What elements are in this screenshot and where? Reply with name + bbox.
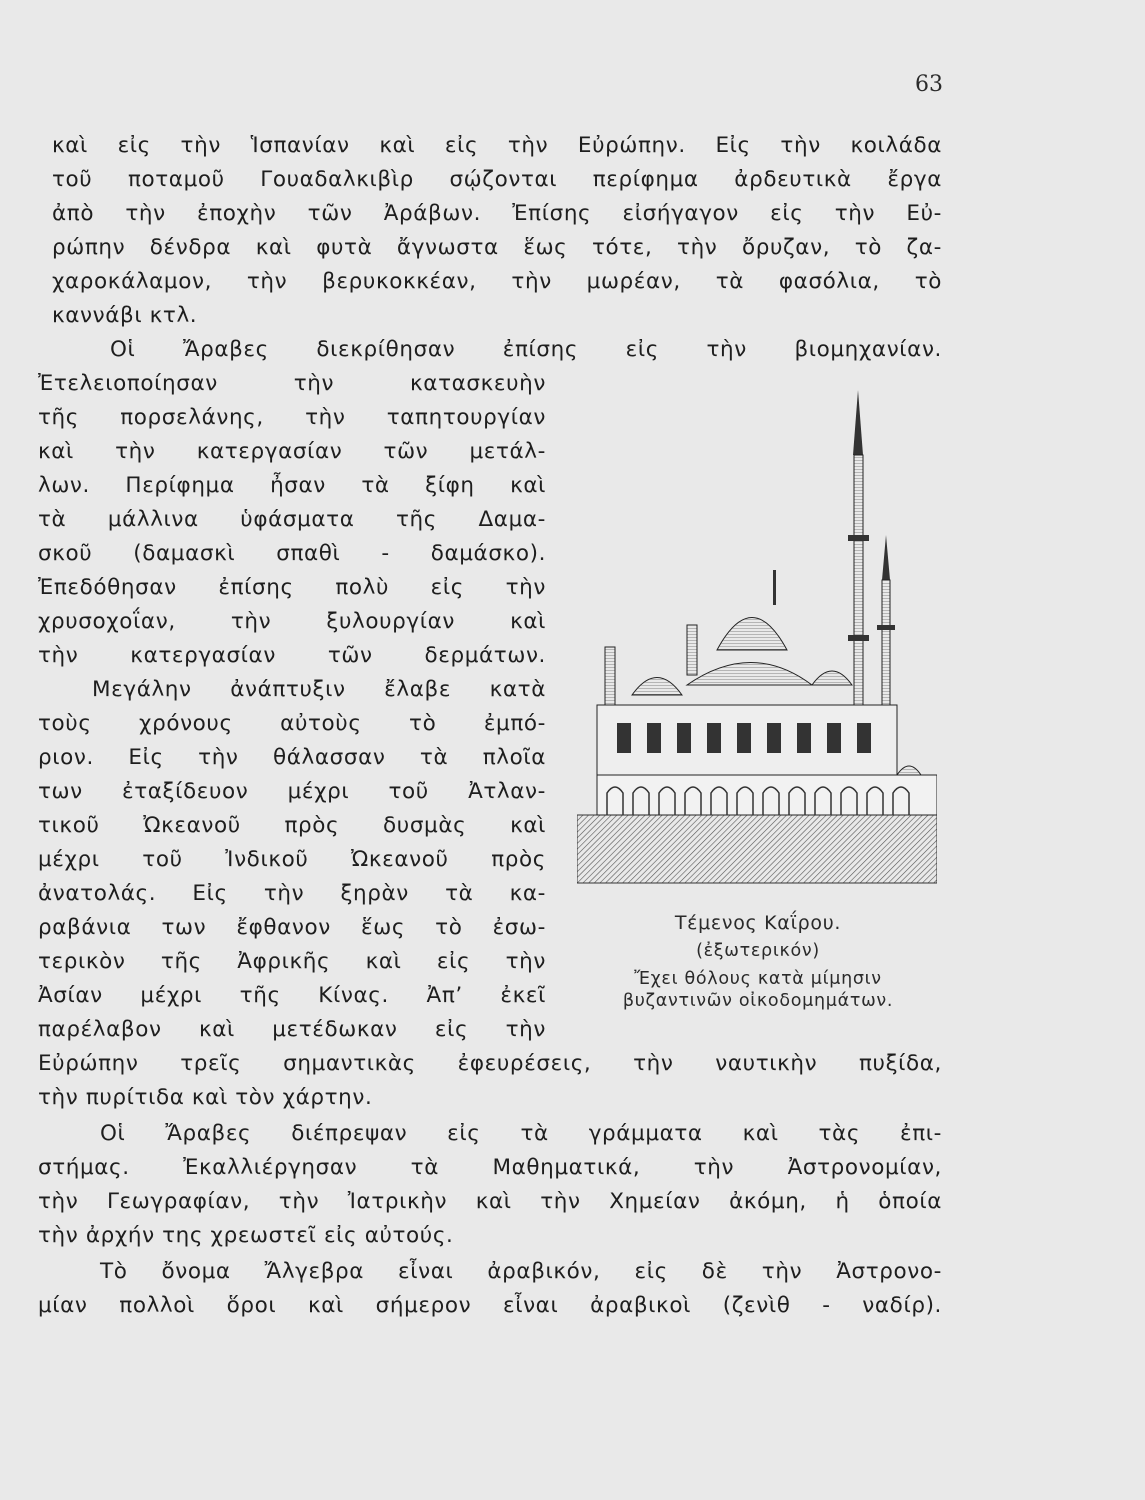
text-line: στήμας. Ἐκαλλιέργησαν τὰ Μαθηματικά, τὴν Ἀστρονομίαν, bbox=[38, 1155, 942, 1180]
text-line: Τὸ ὄνομα Ἄλγεβρα εἶναι ἀραβικόν, εἰς δὲ τὴν Ἀστρονο- bbox=[100, 1259, 942, 1284]
text-line: ριον. Εἰς τὴν θάλασσαν τὰ πλοῖα bbox=[38, 745, 546, 770]
text-line: Ἐτελειοποίησαν τὴν κατασκευὴν bbox=[38, 371, 546, 396]
text-line: χαροκάλαμον, τὴν βερυκοκκέαν, τὴν μωρέαν, τὰ φασόλια, τὸ bbox=[52, 269, 942, 294]
text-line: ρώπην δένδρα καὶ φυτὰ ἄγνωστα ἕως τότε, τὴν ὄρυζαν, τὸ ζα- bbox=[52, 235, 942, 260]
text-line: Ἐπεδόθησαν ἐπίσης πολὺ εἰς τὴν bbox=[38, 575, 546, 600]
figure-caption-note: βυζαντινῶν οἰκοδομημάτων. bbox=[622, 991, 894, 1011]
text-line: σκοῦ (δαμασκὶ σπαθὶ - δαμάσκο). bbox=[38, 541, 546, 566]
text-line: χρυσοχοΐαν, τὴν ξυλουργίαν καὶ bbox=[38, 609, 546, 634]
text-line: καὶ εἰς τὴν Ἱσπανίαν καὶ εἰς τὴν Εὐρώπην. Εἰς τὴν κοιλάδα bbox=[52, 133, 942, 158]
figure-caption-sub: (ἐξωτερικόν) bbox=[696, 941, 820, 961]
text-line: μέχρι τοῦ Ἰνδικοῦ Ὠκεανοῦ πρὸς bbox=[38, 847, 546, 872]
figure-caption-title: Τέμενος Καΐρου. bbox=[674, 912, 842, 934]
text-line: Μεγάλην ἀνάπτυξιν ἔλαβε κατὰ bbox=[92, 677, 546, 702]
text-line: καννάβι κτλ. bbox=[52, 303, 198, 328]
text-line: Εὐρώπην τρεῖς σημαντικὰς ἐφευρέσεις, τὴν ναυτικὴν πυξίδα, bbox=[38, 1051, 942, 1076]
text-line: τὴν πυρίτιδα καὶ τὸν χάρτην. bbox=[38, 1085, 373, 1110]
text-line: ραβάνια των ἔφθανον ἕως τὸ ἐσω- bbox=[38, 915, 546, 940]
text-line: ἀπὸ τὴν ἐποχὴν τῶν Ἀράβων. Ἐπίσης εἰσήγαγον εἰς τὴν Εὐ- bbox=[52, 201, 942, 226]
figure-caption-note: Ἔχει θόλους κατὰ μίμησιν bbox=[634, 969, 882, 989]
text-line: Οἱ Ἄραβες διεκρίθησαν ἐπίσης εἰς τὴν βιομηχανίαν. bbox=[110, 337, 942, 362]
text-line: παρέλαβον καὶ μετέδωκαν εἰς τὴν bbox=[38, 1017, 546, 1042]
page-number: 63 bbox=[915, 72, 943, 97]
text-line: τὰ μάλλινα ὑφάσματα τῆς Δαμα- bbox=[38, 507, 546, 532]
text-line: μίαν πολλοὶ ὅροι καὶ σήμερον εἶναι ἀραβικοὶ (ζενὶθ - ναδίρ). bbox=[38, 1293, 942, 1318]
text-line: λων. Περίφημα ἦσαν τὰ ξίφη καὶ bbox=[38, 473, 546, 498]
text-line: καὶ τὴν κατεργασίαν τῶν μετάλ- bbox=[38, 439, 546, 464]
text-line: τὴν κατεργασίαν τῶν δερμάτων. bbox=[38, 643, 546, 668]
text-line: τοὺς χρόνους αὐτοὺς τὸ ἐμπό- bbox=[38, 711, 546, 736]
text-line: των ἐταξίδευον μέχρι τοῦ Ἀτλαν- bbox=[38, 779, 546, 804]
text-line: Οἱ Ἄραβες διέπρεψαν εἰς τὰ γράμματα καὶ τὰς ἐπι- bbox=[100, 1121, 942, 1146]
text-line: τικοῦ Ὠκεανοῦ πρὸς δυσμὰς καὶ bbox=[38, 813, 546, 838]
mosque-illustration bbox=[577, 385, 937, 895]
text-line: τὴν ἀρχήν της χρεωστεῖ εἰς αὐτούς. bbox=[38, 1223, 454, 1248]
text-line: ἀνατολάς. Εἰς τὴν ξηρὰν τὰ κα- bbox=[38, 881, 546, 906]
text-line: τὴν Γεωγραφίαν, τὴν Ἰατρικὴν καὶ τὴν Χημείαν ἀκόμη, ἡ ὁποία bbox=[38, 1189, 942, 1214]
text-line: τοῦ ποταμοῦ Γουαδαλκιβὶρ σῴζονται περίφημα ἀρδευτικὰ ἔργα bbox=[52, 167, 942, 192]
text-line: τερικὸν τῆς Ἀφρικῆς καὶ εἰς τὴν bbox=[38, 949, 546, 974]
text-line: τῆς πορσελάνης, τὴν ταπητουργίαν bbox=[38, 405, 546, 430]
text-line: Ἀσίαν μέχρι τῆς Κίνας. Ἀπ’ ἐκεῖ bbox=[38, 983, 546, 1008]
